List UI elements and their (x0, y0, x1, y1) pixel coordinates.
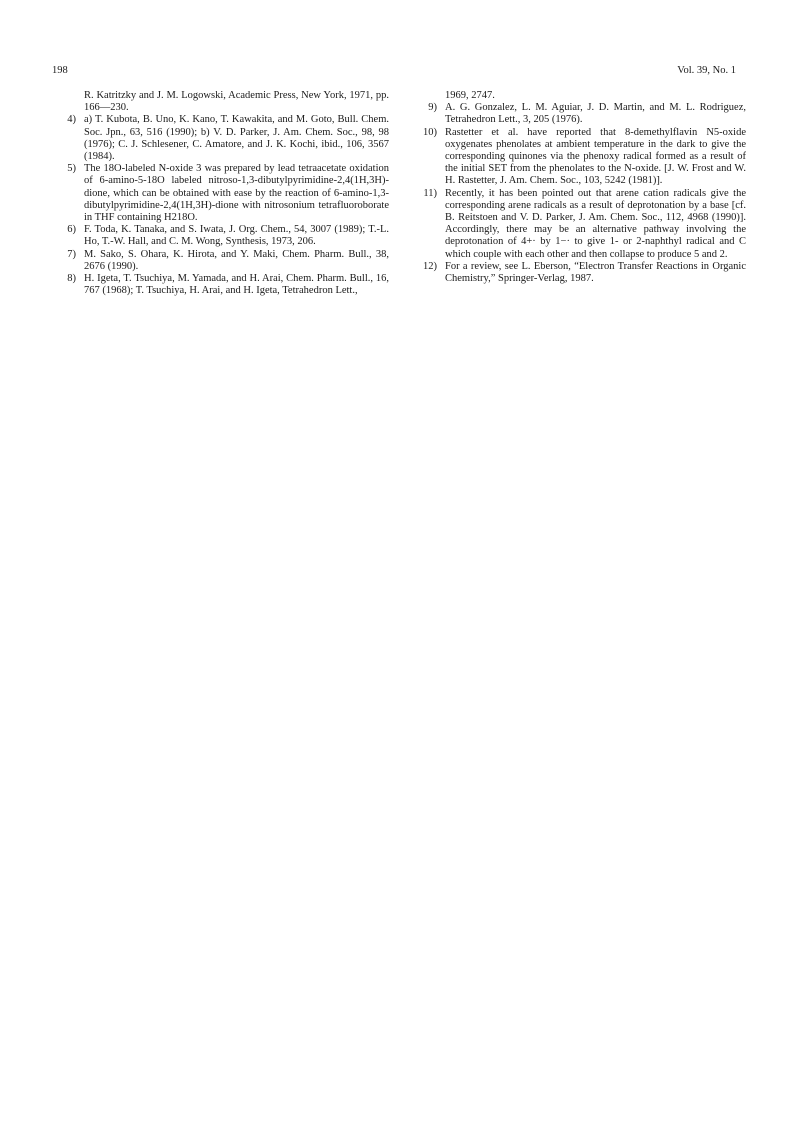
right-column (413, 90, 746, 285)
reference-text: Rastetter et al. have reported that 8-demethylflavin N5-oxide oxygenates phenolates at ambient temperature in the dark to give the corresponding quinones via the phenoxy radical formed as a result of the initial SET from the phenolates to the N-oxide. [J. W. Frost and W. H. Rastetter, J. Am. Chem. Soc., 103, 5242 (1981)]. (445, 126, 746, 187)
left-column (52, 90, 389, 297)
reference-number: 7) (67, 248, 76, 260)
reference-8 (52, 273, 389, 297)
reference-number: 5) (67, 163, 76, 175)
reference-text: a) T. Kubota, B. Uno, K. Kano, T. Kawakita, and M. Goto, Bull. Chem. Soc. Jpn., 63, 516 (1990); b) V. D. Parker, J. Am. Chem. Soc., 98, 98 (1976); C. J. Schlesener, C. Amatore, and J. K. Kochi, ibid., 106, 3567 (1984). (84, 114, 389, 163)
reference-text: For a review, see L. Eberson, “Electron Transfer Reactions in Organic Chemistry,” Springer-Verlag, 1987. (445, 260, 746, 285)
reference-number: 11) (423, 187, 437, 199)
reference-6 (52, 224, 389, 248)
reference-text: A. G. Gonzalez, L. M. Aguiar, J. D. Martin, and M. L. Rodriguez, Tetrahedron Lett., 3, 205 (1976). (445, 102, 746, 126)
reference-number: 12) (423, 260, 437, 272)
reference-continuation: R. Katritzky and J. M. Logowski, Academic Press, New York, 1971, pp. 166—230. (84, 90, 389, 114)
reference-text: Recently, it has been pointed out that arene cation radicals give the corresponding arene radicals as a result of deprotonation by a base [cf. B. Reitstoen and V. D. Parker, J. Am. Chem. Soc., 112, 4968 (1990)]. Accordingly, there may be an alternative pathway involving the deprotonation of 4+· by 1−· to give 1- or 2-naphthyl radical and C which couple with each other and then collapse to produce 5 and 2. (445, 187, 746, 260)
reference-number: 10) (423, 126, 437, 138)
reference-number: 8) (67, 273, 76, 285)
reference-7 (52, 249, 389, 273)
reference-11 (413, 188, 746, 261)
page-number: 198 (52, 65, 68, 76)
reference-12 (413, 261, 746, 285)
reference-number: 6) (67, 224, 76, 236)
reference-number: 4) (67, 114, 76, 126)
reference-number: 9) (428, 102, 437, 114)
reference-4 (52, 114, 389, 163)
volume-label: Vol. 39, No. 1 (677, 65, 736, 76)
reference-9 (413, 102, 746, 126)
reference-10 (413, 127, 746, 188)
reference-text: M. Sako, S. Ohara, K. Hirota, and Y. Maki, Chem. Pharm. Bull., 38, 2676 (1990). (84, 248, 389, 272)
reference-text: F. Toda, K. Tanaka, and S. Iwata, J. Org. Chem., 54, 3007 (1989); T.-L. Ho, T.-W. Hall, and C. M. Wong, Synthesis, 1973, 206. (84, 224, 389, 248)
reference-5 (52, 163, 389, 224)
reference-continuation: 1969, 2747. (445, 90, 495, 101)
reference-text: The 18O-labeled N-oxide 3 was prepared by lead tetraacetate oxidation of 6-amino-5-18O labeled nitroso-1,3-dibutylpyrimidine-2,4(1H,3H)-dione, which can be obtained with ease by the reaction of 6-amino-1,3-dibutylpyrimidine-2,4(1H,3H)-dione with nitrosonium tetrafluoroborate in THF containing H218O. (84, 163, 389, 224)
reference-text: H. Igeta, T. Tsuchiya, M. Yamada, and H. Arai, Chem. Pharm. Bull., 16, 767 (1968); T. Tsuchiya, H. Arai, and H. Igeta, Tetrahedron Lett., (84, 273, 389, 297)
